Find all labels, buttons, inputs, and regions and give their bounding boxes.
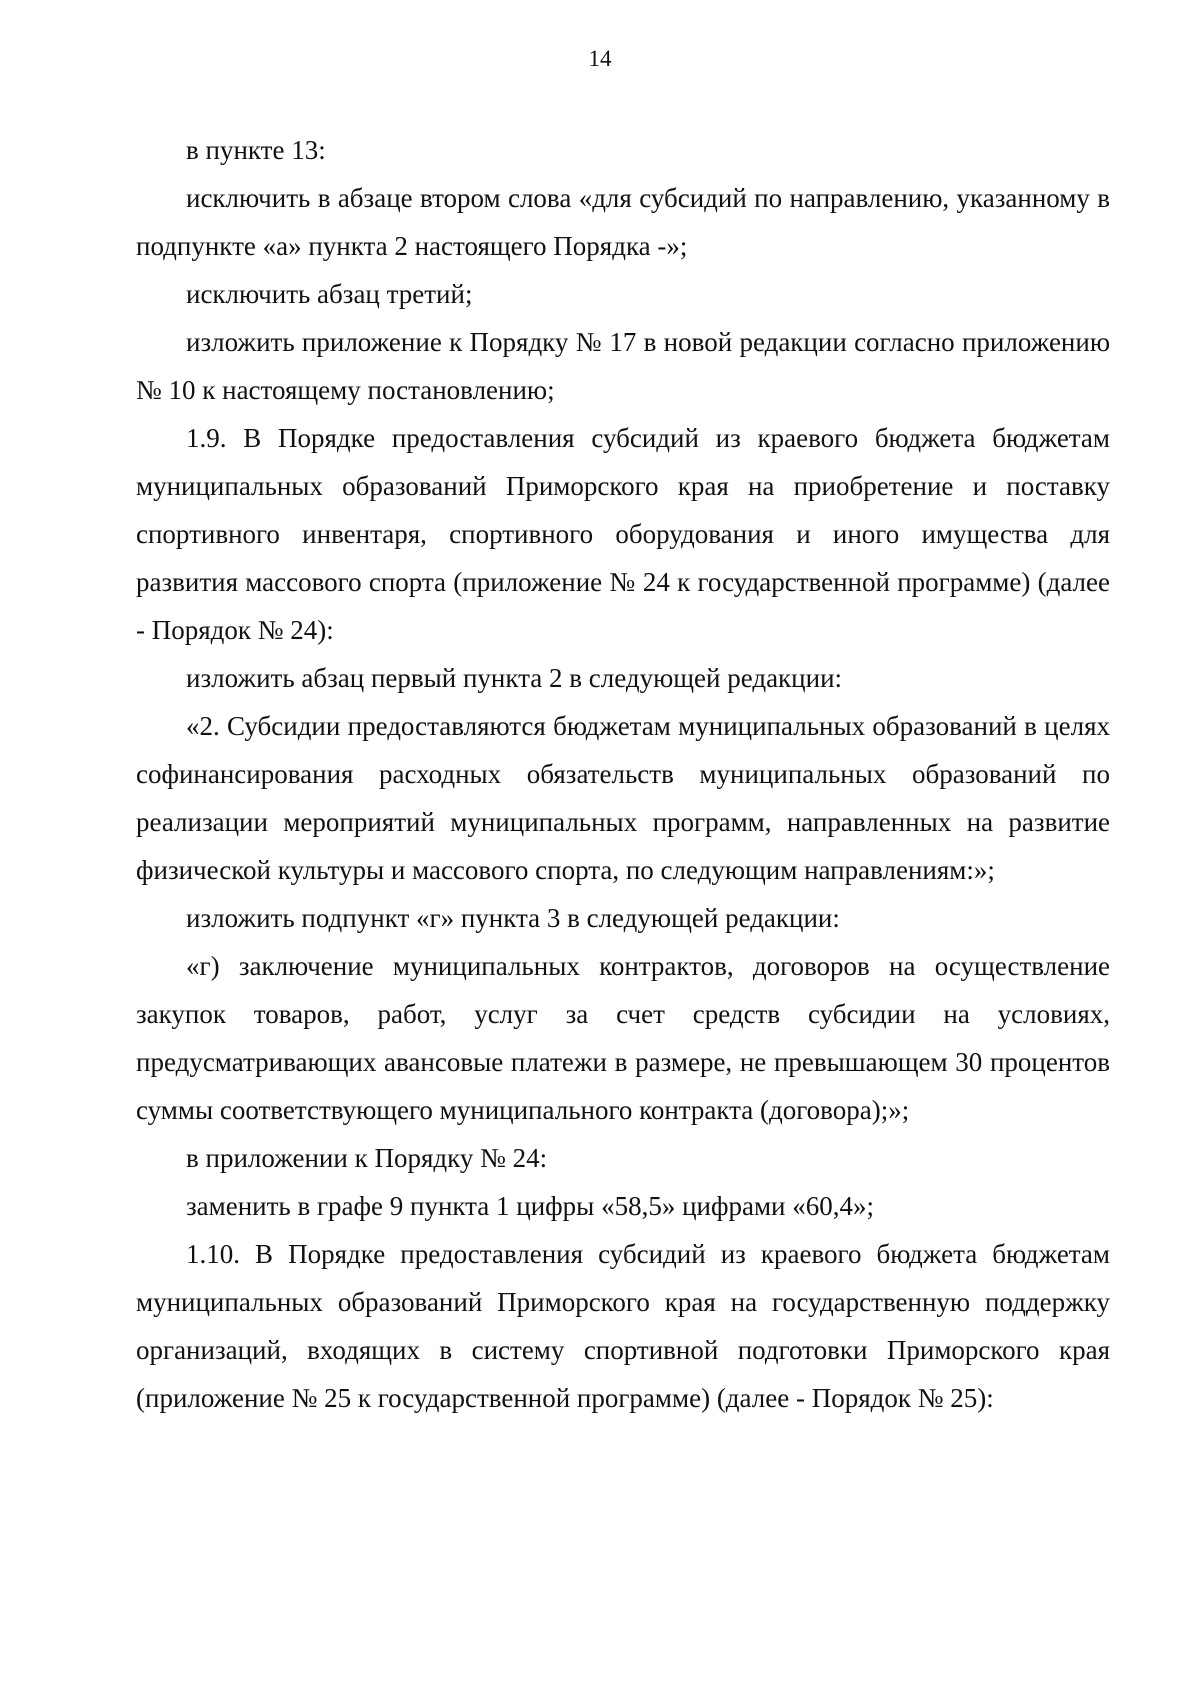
paragraph: «г) заключение муниципальных контрактов, договоров на осуществление закупок товаров, работ, услуг за счет средств субсидии на условиях, предусматривающих авансовые платежи в размере, не превышающем 30 процентов суммы соответствующего муниципального контракта (договора);»;	[136, 951, 1110, 1125]
paragraph: изложить абзац первый пункта 2 в следующей редакции:	[186, 663, 843, 693]
page-number: 14	[588, 46, 612, 71]
paragraph: исключить абзац третий;	[186, 279, 473, 309]
paragraph: «2. Субсидии предоставляются бюджетам муниципальных образований в целях софинансирования расходных обязательств муниципальных образований по реализации мероприятий муниципальных программ, направленных на развитие физической культуры и массового спорта, по следующим направлениям:»;	[136, 711, 1110, 885]
paragraph: в приложении к Порядку № 24:	[186, 1143, 548, 1173]
paragraph: 1.10. В Порядке предоставления субсидий из краевого бюджета бюджетам муниципальных образований Приморского края на государственную поддержку организаций, входящих в систему спортивной подготовки Приморского края (приложение № 25 к государственной программе) (далее - Порядок № 25):	[136, 1239, 1110, 1413]
paragraph: 1.9. В Порядке предоставления субсидий из краевого бюджета бюджетам муниципальных образований Приморского края на приобретение и поставку спортивного инвентаря, спортивного оборудования и иного имущества для развития массового спорта (приложение № 24 к государственной программе) (далее - Порядок № 24):	[136, 423, 1110, 645]
paragraph: изложить приложение к Порядку № 17 в новой редакции согласно приложению № 10 к настоящему постановлению;	[136, 327, 1110, 405]
paragraph: заменить в графе 9 пункта 1 цифры «58,5» цифрами «60,4»;	[186, 1191, 874, 1221]
document-body	[136, 126, 1110, 1422]
paragraph: в пункте 13:	[186, 135, 326, 165]
paragraph: изложить подпункт «г» пункта 3 в следующей редакции:	[186, 903, 840, 933]
paragraph: исключить в абзаце втором слова «для субсидий по направлению, указанному в подпункте «а» пункта 2 настоящего Порядка -»;	[136, 183, 1110, 261]
